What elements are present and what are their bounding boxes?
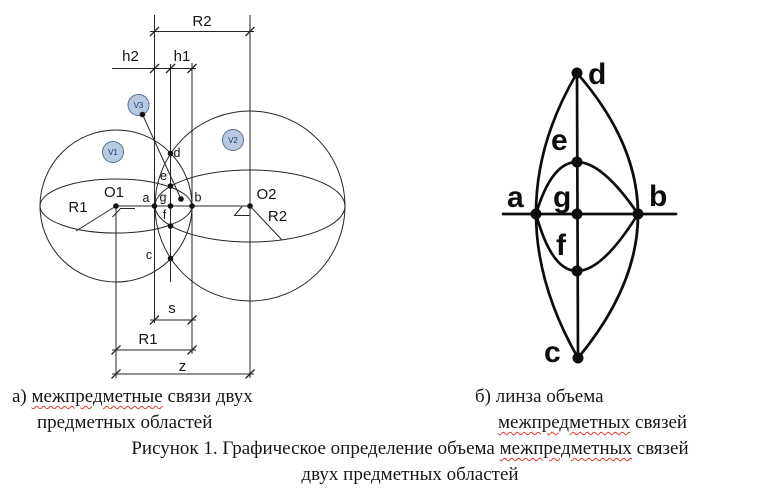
lens-point-d-dot <box>572 68 583 79</box>
main-caption-misspelled-word: межпредметных <box>499 438 632 459</box>
label-h1: h1 <box>173 48 191 65</box>
label-r2-right: R2 <box>267 208 288 225</box>
figure-b-point-dots <box>531 68 644 364</box>
label-o2: O2 <box>256 186 277 203</box>
lens-label-c: c <box>544 336 561 369</box>
figure-a-caption-misspelled-word: межпредметные <box>31 386 163 407</box>
lens-point-c-dot <box>573 353 584 364</box>
lens-point-g-dot <box>572 209 583 220</box>
point-d-dot <box>168 151 174 157</box>
label-point-e: e <box>160 169 167 183</box>
lens-outer-right-arc <box>577 73 638 358</box>
lens-inner-top-arc <box>536 162 638 214</box>
point-g-dot <box>168 203 174 209</box>
figure-a-caption-rest: связи двух <box>162 386 253 407</box>
main-figure-caption <box>35 436 767 488</box>
lens-label-d: d <box>588 58 607 91</box>
figure-b-caption <box>475 384 687 436</box>
label-h2: h2 <box>122 48 139 65</box>
label-point-a: a <box>142 191 150 205</box>
figure-b-caption-line2 <box>498 410 687 436</box>
figure-a-caption-line2: предметных областей <box>37 412 213 433</box>
lens-point-e-dot <box>572 157 583 168</box>
point-o1-dot <box>113 203 119 209</box>
label-s: s <box>168 300 176 317</box>
main-caption-line1 <box>35 436 767 462</box>
point-c-dot <box>168 256 174 262</box>
figure-b-caption-misspelled-word: межпредметных <box>498 412 631 433</box>
point-f-dot <box>168 223 174 229</box>
main-caption-line2: двух предметных областей <box>301 464 519 485</box>
lens-point-b-dot <box>633 209 644 220</box>
point-o2-dot <box>247 203 253 209</box>
label-r1-bottom: R1 <box>138 331 158 348</box>
perp-mark-o2 <box>235 207 250 216</box>
label-point-f: g <box>159 190 167 205</box>
label-r1-left: R1 <box>68 199 88 216</box>
label-point-b: b <box>194 190 202 205</box>
figure-a-caption-marker: а) <box>12 386 32 407</box>
point-e-dot <box>168 183 174 189</box>
label-v3: V3 <box>133 101 144 110</box>
lens-label-g: g <box>553 181 572 214</box>
figure-a-caption-line1 <box>12 384 253 410</box>
lens-label-b: b <box>649 180 668 213</box>
lens-inner-bottom-arc <box>536 214 638 271</box>
lens-label-e: e <box>551 124 568 157</box>
label-o1: O1 <box>103 184 125 201</box>
lens-volume-dot <box>178 196 184 202</box>
figure-b-caption-line1: б) линза объема <box>475 386 604 407</box>
point-a-dot <box>152 203 158 209</box>
label-v2: V2 <box>228 136 238 145</box>
figure-a-spheres-diagram <box>40 13 345 379</box>
figure-b-caption-rest: связей <box>630 412 688 433</box>
label-r2-top: R2 <box>192 13 212 30</box>
lens-outer-left-arc <box>536 73 578 358</box>
figure-b-lens-diagram <box>503 58 676 369</box>
label-point-g: f <box>162 208 167 222</box>
lens-label-f: f <box>556 229 566 262</box>
figure-a-caption <box>12 384 253 436</box>
label-z: z <box>178 358 187 375</box>
label-v1: V1 <box>108 148 118 157</box>
label-point-d: d <box>173 146 181 160</box>
v3-anchor-dot <box>140 112 146 118</box>
lens-label-a: a <box>507 181 524 214</box>
lens-point-f-dot <box>572 266 583 277</box>
main-caption-prefix: Рисунок 1. Графическое определение объема <box>131 438 500 459</box>
dimension-ticks <box>112 27 255 379</box>
label-point-c: c <box>145 248 153 262</box>
main-caption-rest: связей <box>631 438 689 459</box>
lens-point-a-dot <box>531 209 542 220</box>
